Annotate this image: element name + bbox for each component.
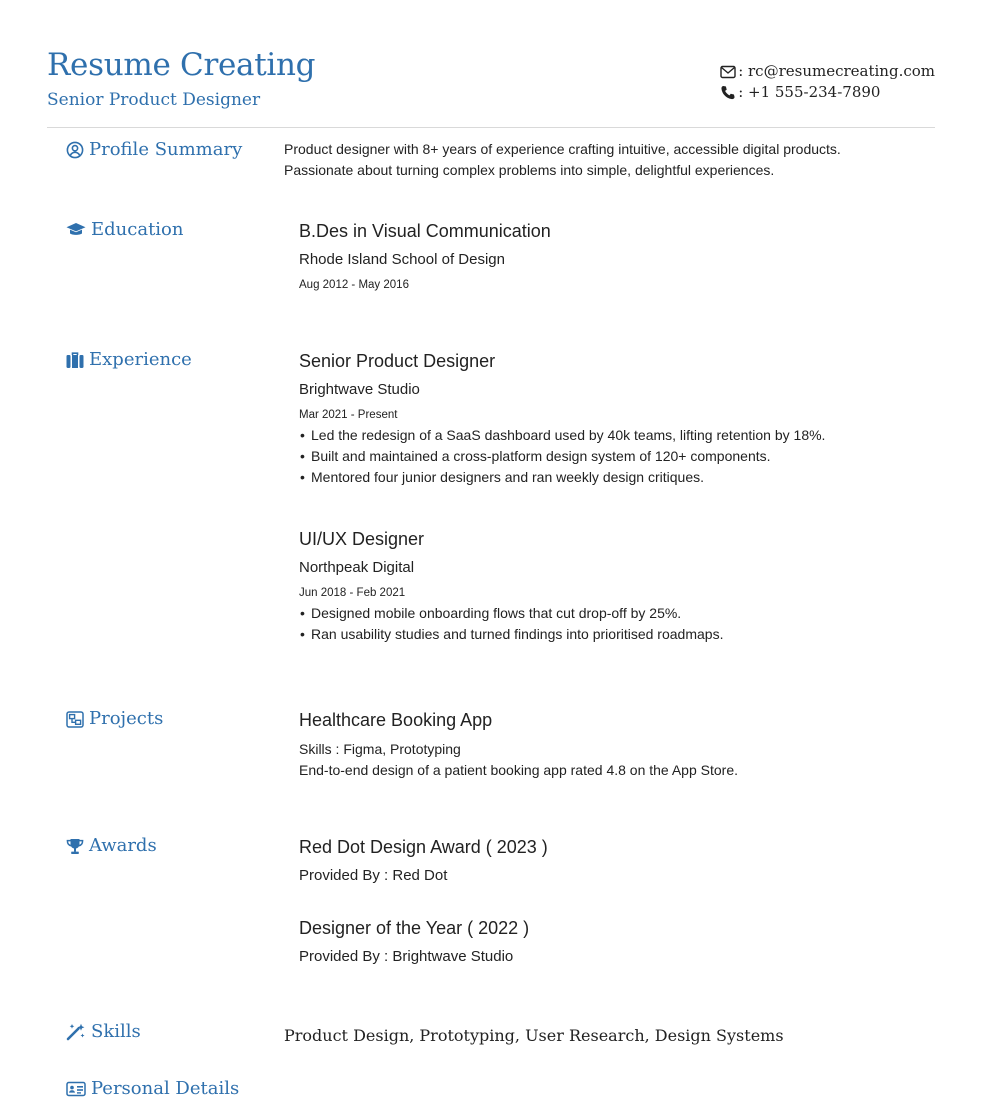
section-heading-label: Skills <box>91 1021 141 1042</box>
phone-row <box>720 82 935 103</box>
award-name: Red Dot Design Award ( 2023 ) <box>299 837 548 857</box>
section-heading-awards <box>66 835 157 857</box>
user-circle-icon <box>66 141 84 159</box>
section-heading-education <box>66 219 184 241</box>
section-heading-profile <box>66 139 242 161</box>
section-heading-experience <box>66 349 192 371</box>
job-role: Senior Product Designer <box>299 351 496 371</box>
job-bullet: • Built and maintained a cross-platform design system of 120+ components. <box>299 446 899 467</box>
id-card-icon <box>66 1081 86 1097</box>
award-item <box>299 836 899 886</box>
section-heading-label: Projects <box>89 708 164 729</box>
job-dates: Mar 2021 - Present <box>299 409 398 421</box>
briefcase-icon <box>66 352 84 369</box>
section-heading-label: Awards <box>89 835 157 856</box>
email-row <box>720 61 935 82</box>
graduation-cap-icon <box>66 222 86 238</box>
school: Rhode Island School of Design <box>299 251 505 268</box>
project-name: Healthcare Booking App <box>299 710 493 730</box>
section-heading-label: Experience <box>89 349 192 370</box>
project-skills: Skills : Figma, Prototyping <box>299 741 461 757</box>
section-heading-personal <box>66 1078 239 1100</box>
phone-text: : +1 555-234-7890 <box>738 83 881 101</box>
section-heading-label: Education <box>91 219 184 240</box>
project-item <box>299 709 899 781</box>
resume-title: Senior Product Designer <box>47 90 261 110</box>
skills-list: Product Design, Prototyping, User Research, Design Systems <box>284 1026 784 1045</box>
award-item <box>299 917 899 967</box>
profile-line: Passionate about turning complex problems into simple, delightful experiences. <box>284 162 775 178</box>
section-heading-projects <box>66 708 163 730</box>
phone-icon <box>720 85 736 100</box>
job-bullet: • Ran usability studies and turned findings into prioritised roadmaps. <box>299 624 899 645</box>
envelope-icon <box>720 65 736 79</box>
magic-wand-icon <box>66 1023 86 1041</box>
job-bullet: • Designed mobile onboarding flows that cut drop-off by 25%. <box>299 603 899 624</box>
experience-item <box>299 350 899 488</box>
job-role: UI/UX Designer <box>299 529 425 549</box>
email-text: : rc@resumecreating.com <box>738 62 935 80</box>
trophy-icon <box>66 838 84 855</box>
company: Brightwave Studio <box>299 381 420 398</box>
section-heading-label: Profile Summary <box>89 139 243 160</box>
section-heading-skills <box>66 1021 141 1043</box>
experience-item <box>299 528 899 645</box>
profile-line: Product designer with 8+ years of experience crafting intuitive, accessible digital products. <box>284 141 841 157</box>
profile-summary <box>284 139 884 181</box>
award-name: Designer of the Year ( 2022 ) <box>299 918 530 938</box>
resume-name: Resume Creating <box>47 47 316 83</box>
award-provider: Provided By : Red Dot <box>299 867 448 884</box>
contact-info <box>720 61 935 103</box>
header-divider <box>47 127 935 128</box>
job-bullets <box>299 603 899 645</box>
job-bullet: • Led the redesign of a SaaS dashboard used by 40k teams, lifting retention by 18%. <box>299 425 899 446</box>
education-item <box>299 220 899 293</box>
company: Northpeak Digital <box>299 559 415 576</box>
degree: B.Des in Visual Communication <box>299 221 551 241</box>
project-diagram-icon <box>66 711 84 728</box>
project-description: End-to-end design of a patient booking app rated 4.8 on the App Store. <box>299 762 738 778</box>
education-dates: Aug 2012 - May 2016 <box>299 279 409 291</box>
section-heading-label: Personal Details <box>91 1078 240 1099</box>
job-bullets <box>299 425 899 488</box>
award-provider: Provided By : Brightwave Studio <box>299 948 514 965</box>
job-dates: Jun 2018 - Feb 2021 <box>299 587 406 599</box>
job-bullet: • Mentored four junior designers and ran weekly design critiques. <box>299 467 899 488</box>
